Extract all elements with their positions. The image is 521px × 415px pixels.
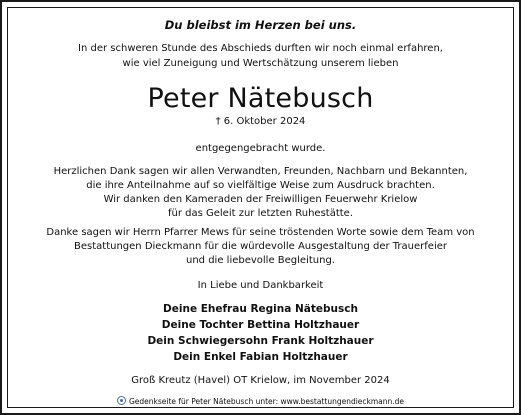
thanks-line-1: Herzlichen Dank sagen wir allen Verwandten, Freunden, Nachbarn und Bekannten, bbox=[53, 166, 468, 177]
place-and-date: Groß Kreutz (Havel) OT Krielow, im November 2024 bbox=[131, 375, 390, 386]
thanks-line-2: die ihre Anteilnahme auf so vielfältige Weise zum Ausdruck brachten. bbox=[86, 180, 435, 191]
closing-line: In Liebe und Dankbarkeit bbox=[197, 280, 324, 291]
thanks-line-3: Wir danken den Kameraden der Freiwilligen Feuerwehr Krielow bbox=[103, 194, 418, 205]
family-member-2: Deine Tochter Bettina Holtzhauer bbox=[161, 319, 360, 331]
intro-line-1: In der schweren Stunde des Abschieds durften wir noch einmal erfahren, bbox=[78, 43, 443, 54]
thanks2-line-2: Bestattungen Dieckmann für die würdevolle Ausgestaltung der Trauerfeier bbox=[74, 241, 447, 252]
received-line: entgegengebracht wurde. bbox=[195, 143, 326, 154]
motto: Du bleibst im Herzen bei uns. bbox=[164, 18, 357, 32]
death-date: † 6. Oktober 2024 bbox=[215, 116, 306, 127]
memorial-footer-text: Gedenkseite für Peter Nätebusch unter: www.bestattungendieckmann.de bbox=[128, 397, 405, 406]
thanks2-line-1: Danke sagen wir Herrn Pfarrer Mews für seine tröstenden Worte sowie dem Team von bbox=[46, 227, 475, 238]
family-member-3: Dein Schwiegersohn Frank Holtzhauer bbox=[147, 335, 374, 347]
deceased-name: Peter Nätebusch bbox=[147, 83, 374, 114]
thanks2-line-3: und die liebevolle Begleitung. bbox=[186, 255, 335, 266]
family-member-1: Deine Ehefrau Regina Nätebusch bbox=[163, 303, 358, 315]
thanks-line-4: für das Geleit zur letzten Ruhestätte. bbox=[167, 208, 354, 219]
family-member-4: Dein Enkel Fabian Holtzhauer bbox=[173, 351, 348, 363]
memorial-page-icon bbox=[117, 396, 126, 405]
memorial-footer bbox=[0, 396, 521, 407]
intro-line-2: wie viel Zuneigung und Wertschätzung unserem lieben bbox=[122, 58, 399, 69]
